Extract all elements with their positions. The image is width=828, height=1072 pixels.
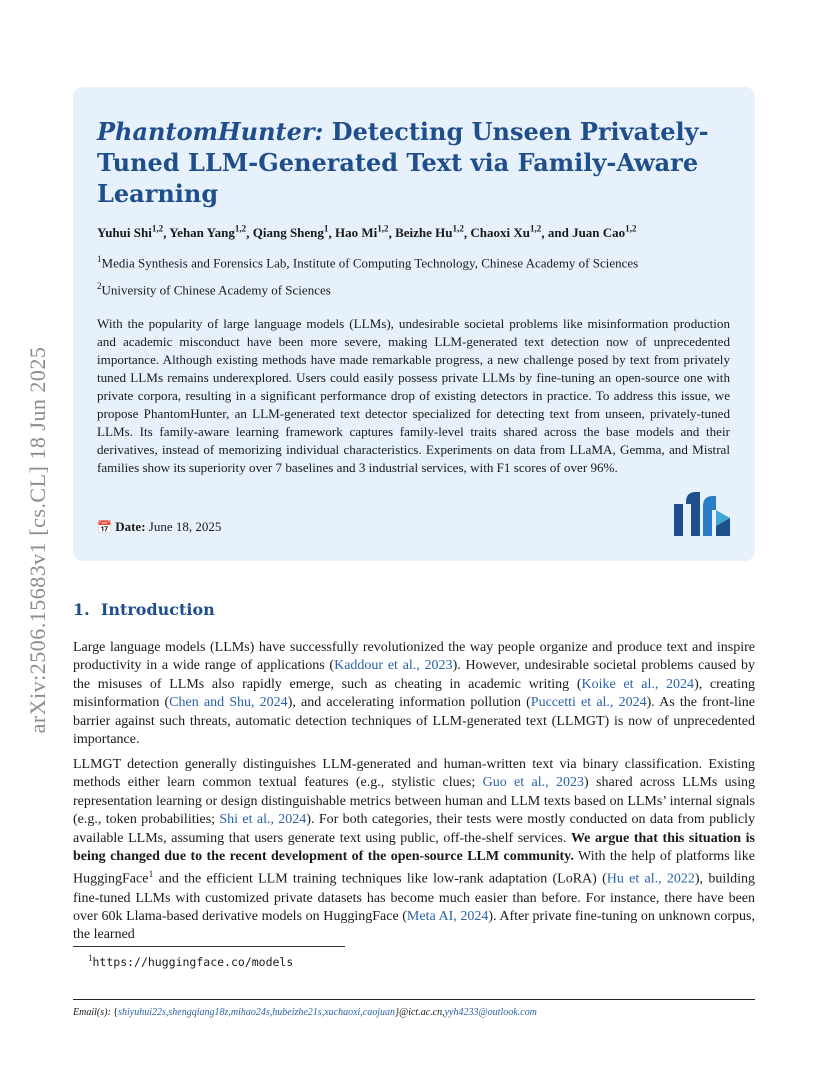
- calendar-icon: 📅: [97, 520, 112, 534]
- date-label: Date:: [115, 519, 146, 534]
- affiliation-2: $^2$University of Chinese Academy of Sciences: [97, 281, 331, 298]
- paper-title: [97, 116, 717, 209]
- citation-link[interactable]: Shi et al., 2024: [219, 812, 307, 828]
- email-handles[interactable]: shiyuhui22s,shengqiang18z,mihao24s,hubeizhe21s,xuchaoxi,caojuan: [118, 1007, 396, 1018]
- citation-link[interactable]: Koike et al., 2024: [581, 676, 695, 692]
- author-name: Beizhe Hu$^{1,2}$: [395, 224, 464, 241]
- paragraph-2: LLMGT detection generally distinguishes LLM-generated and human-written text via binary classification. Existing methods either learn common textual features (e.g., stylistic clues; Guo et al., 2023) shared across LLMs using representation learning or design distinguishable metrics between human and LLM texts based on LLMs’ internal signals (e.g., token probabilities; Shi et al., 2024). For both categories, their tests were mostly conducted on data from publicly available LLMs, assuming that users generate text using public, off-the-shelf services. We argue that this situation is being changed due to the recent development of the open-source LLM community. With the help of platforms like HuggingFace$^1$ and the efficient LLM training techniques like low-rank adaptation (LoRA) (Hu et al., 2022), building fine-tuned LLMs with customized private datasets has become much easier than before. For instance, there have been over 60k Llama-based derivative models on HuggingFace (Meta AI, 2024). After private fine-tuning on unknown corpus, the learned: [73, 757, 756, 943]
- author-name: and Juan Cao$^{1,2}$: [547, 224, 637, 241]
- affiliation-1: $^1$Media Synthesis and Forensics Lab, Institute of Computing Technology, Chinese Academy of Sciences: [97, 254, 639, 271]
- citation-link[interactable]: Chen and Shu, 2024: [169, 695, 288, 711]
- abstract: With the popularity of large language models (LLMs), undesirable societal problems like misinformation production and academic misconduct have been more severe, making LLM-generated text detection now of unprecedented importance. Although existing methods have made remarkable progress, a new challenge posed by text from privately tuned LLMs remains underexplored. Users could easily possess private LLMs by fine-tuning an open-source one with private corpora, resulting in a significant performance drop of existing detectors in practice. To address this issue, we propose PhantomHunter, an LLM-generated text detector specialized for detecting text from unseen, privately-tuned LLMs. Its family-aware learning framework captures family-level traits shared across the base models and their derivatives, instead of memorizing individual characteristics. Experiments on data from LLaMA, Gemma, and Mistral families show its superiority over 7 baselines and 3 industrial services, with F1 scores of over 96%.: [97, 316, 730, 475]
- author-name: Yuhui Shi$^{1,2}$: [97, 224, 164, 241]
- citation-link[interactable]: Meta AI, 2024: [406, 908, 489, 924]
- section-heading: 1. Introduction: [73, 600, 215, 619]
- date-value: June 18, 2025: [148, 519, 222, 534]
- footer-divider: [73, 999, 755, 1000]
- author-name: Chaoxi Xu$^{1,2}$: [470, 224, 542, 241]
- title-italic: PhantomHunter:: [97, 117, 324, 146]
- author-list: Yuhui Shi$^{1,2}$, Yehan Yang$^{1,2}$, Qiang Sheng$^1$, Hao Mi$^{1,2}$, Beizhe Hu$^{1,2}$, Chaoxi Xu$^{1,2}$, and Juan Cao$^{1,2}$: [97, 224, 637, 241]
- citation-link[interactable]: Hu et al., 2022: [606, 872, 695, 888]
- author-name: Qiang Sheng$^1$: [252, 224, 329, 241]
- citation-link[interactable]: Kaddour et al., 2023: [334, 658, 453, 674]
- date-line: [97, 519, 221, 535]
- title-rest: Detecting Unseen Privately-Tuned LLM-Generated Text via Family-Aware Learning: [97, 117, 709, 208]
- ict-logo: [672, 490, 732, 538]
- paragraph-1: Large language models (LLMs) have successfully revolutionized the way people organize and produce text and inspire productivity in a wide range of applications (Kaddour et al., 2023). However, undesirable societal problems caused by the misuses of LLMs also rapidly emerge, such as cheating in academic writing (Koike et al., 2024), creating misinformation (Chen and Shu, 2024), and accelerating information pollution (Puccetti et al., 2024). As the front-line barrier against such threats, automatic detection techniques of LLM-generated text (LLMGT) is now of unprecedented importance.: [73, 640, 756, 748]
- footnote-divider: [73, 946, 345, 947]
- author-name: Yehan Yang$^{1,2}$: [169, 224, 247, 241]
- email-line: Email(s): {shiyuhui22s,shengqiang18z,mihao24s,hubeizhe21s,xuchaoxi,caojuan}@ict.ac.cn,yyh4233@outlook.com: [73, 1007, 537, 1018]
- citation-link[interactable]: Guo et al., 2023: [482, 775, 584, 791]
- arxiv-identifier: arXiv:2506.15683v1 [cs.CL] 18 Jun 2025: [25, 346, 50, 734]
- footnote-link[interactable]: https://huggingface.co/models: [92, 954, 294, 969]
- citation-link[interactable]: Puccetti et al., 2024: [530, 695, 647, 711]
- email-extra[interactable]: yyh4233@outlook.com: [444, 1007, 537, 1018]
- author-name: Hao Mi$^{1,2}$: [334, 224, 389, 241]
- footnote: $^1$https://huggingface.co/models: [88, 953, 294, 969]
